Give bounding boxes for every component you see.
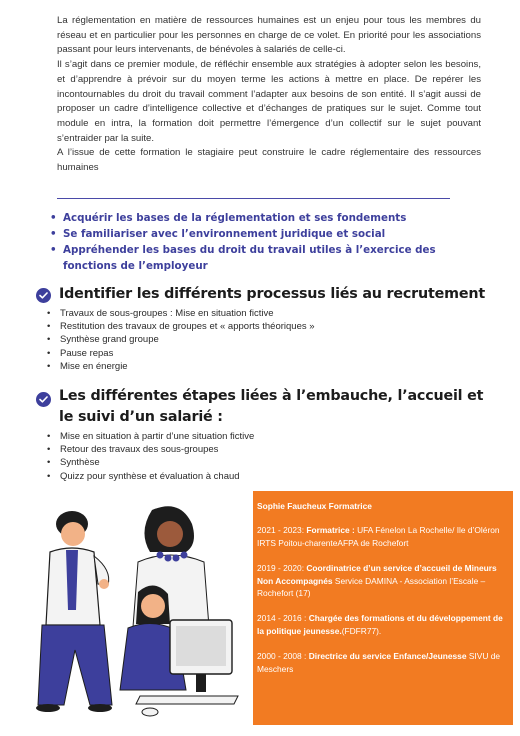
entry-role: Coordinatrice d’un service d’accueil de Mineurs Non Accompagnés <box>257 563 497 586</box>
list-item: • Mise en situation à partir d’une situation fictive <box>36 430 486 443</box>
objective-item: • Acquérir les bases de la réglementation et ses fondements <box>50 210 480 226</box>
intro-paragraph: A l’issue de cette formation le stagiaire peut construire le cadre réglementaire des ressources humaines <box>57 147 481 174</box>
check-circle-icon <box>36 392 51 407</box>
list-item: • Retour des travaux des sous-groupes <box>36 443 486 456</box>
trainer-entry <box>257 562 509 599</box>
list-item: • Quizz pour synthèse et évaluation à chaud <box>36 470 486 483</box>
trainer-name: Sophie Faucheux Formatrice <box>257 501 372 511</box>
team-illustration <box>20 500 250 722</box>
check-circle-icon <box>36 288 51 303</box>
section-list <box>36 307 486 373</box>
objectives-list <box>50 210 480 274</box>
trainer-box <box>253 491 513 725</box>
section-title: Les différentes étapes liées à l’embauche, l’accueil et le suivi d’un salarié : <box>59 388 484 425</box>
section-embauche <box>36 386 486 483</box>
list-item: • Pause repas <box>36 347 486 360</box>
entry-role: Formatrice : <box>306 525 355 536</box>
trainer-entry <box>257 650 509 675</box>
section-recrutement <box>36 284 486 373</box>
list-item: • Synthèse grand groupe <box>36 333 486 346</box>
list-item: • Travaux de sous-groupes : Mise en situation fictive <box>36 307 486 320</box>
trainer-entry <box>257 524 509 549</box>
objective-item: • Appréhender les bases du droit du travail utiles à l’exercice des fonctions de l’employeur <box>50 242 480 274</box>
list-item: • Synthèse <box>36 456 486 469</box>
intro-paragraph: La réglementation en matière de ressources humaines est un enjeu pour tous les membres du réseau et en particulier pour les personnes en charge de ce volet. En priorité pour les associations passant pour leurs intervenants, de bénévoles à salariés de celle-ci. <box>57 15 481 56</box>
entry-role: Directrice du service Enfance/Jeunesse <box>308 651 467 662</box>
objective-item: • Se familiariser avec l’environnement juridique et social <box>50 226 480 242</box>
entry-detail: Service DAMINA - Association l’Escale – Rochefort (17) <box>257 575 486 599</box>
entry-years: 2021 - 2023: <box>257 525 307 536</box>
entry-detail: (FDFR77). <box>341 625 382 636</box>
entry-years: 2019 - 2020: <box>257 563 307 574</box>
divider <box>57 198 450 199</box>
list-item: • Mise en énergie <box>36 360 486 373</box>
entry-years: 2000 - 2008 : <box>257 651 309 662</box>
entry-detail: UFA Fénelon La Rochelle/ Ile d’Oléron IRTS Poitou-charenteAFPA de Rochefort <box>257 525 500 548</box>
entry-role: Chargée des formations et du développement de la politique jeunesse. <box>257 613 503 636</box>
entry-years: 2014 - 2016 : <box>257 613 309 624</box>
trainer-entry <box>257 612 509 637</box>
section-list <box>36 430 486 483</box>
intro-paragraph: Il s’agit dans ce premier module, de réfléchir ensemble aux stratégies à adopter selon les besoins, et d’apprendre à prévoir sur du moyen terme les actions à mettre en place. De repérer les incontournables du droit du travail comment l’adapter aux besoins de son entité. Il s’agit aussi de proposer un cadre d’intelligence collective et d’échanges de pratiques sur le sujet. Comme tout module en intra, la formation doit permettre l’émergence d’un collectif sur le sujet pouvant s’entraider par la suite. <box>57 59 481 144</box>
section-title: Identifier les différents processus liés au recrutement <box>59 286 485 302</box>
list-item: • Restitution des travaux de groupes et « apports théoriques » <box>36 320 486 333</box>
entry-detail: SIVU de Meschers <box>257 651 501 674</box>
intro-text <box>57 14 481 176</box>
